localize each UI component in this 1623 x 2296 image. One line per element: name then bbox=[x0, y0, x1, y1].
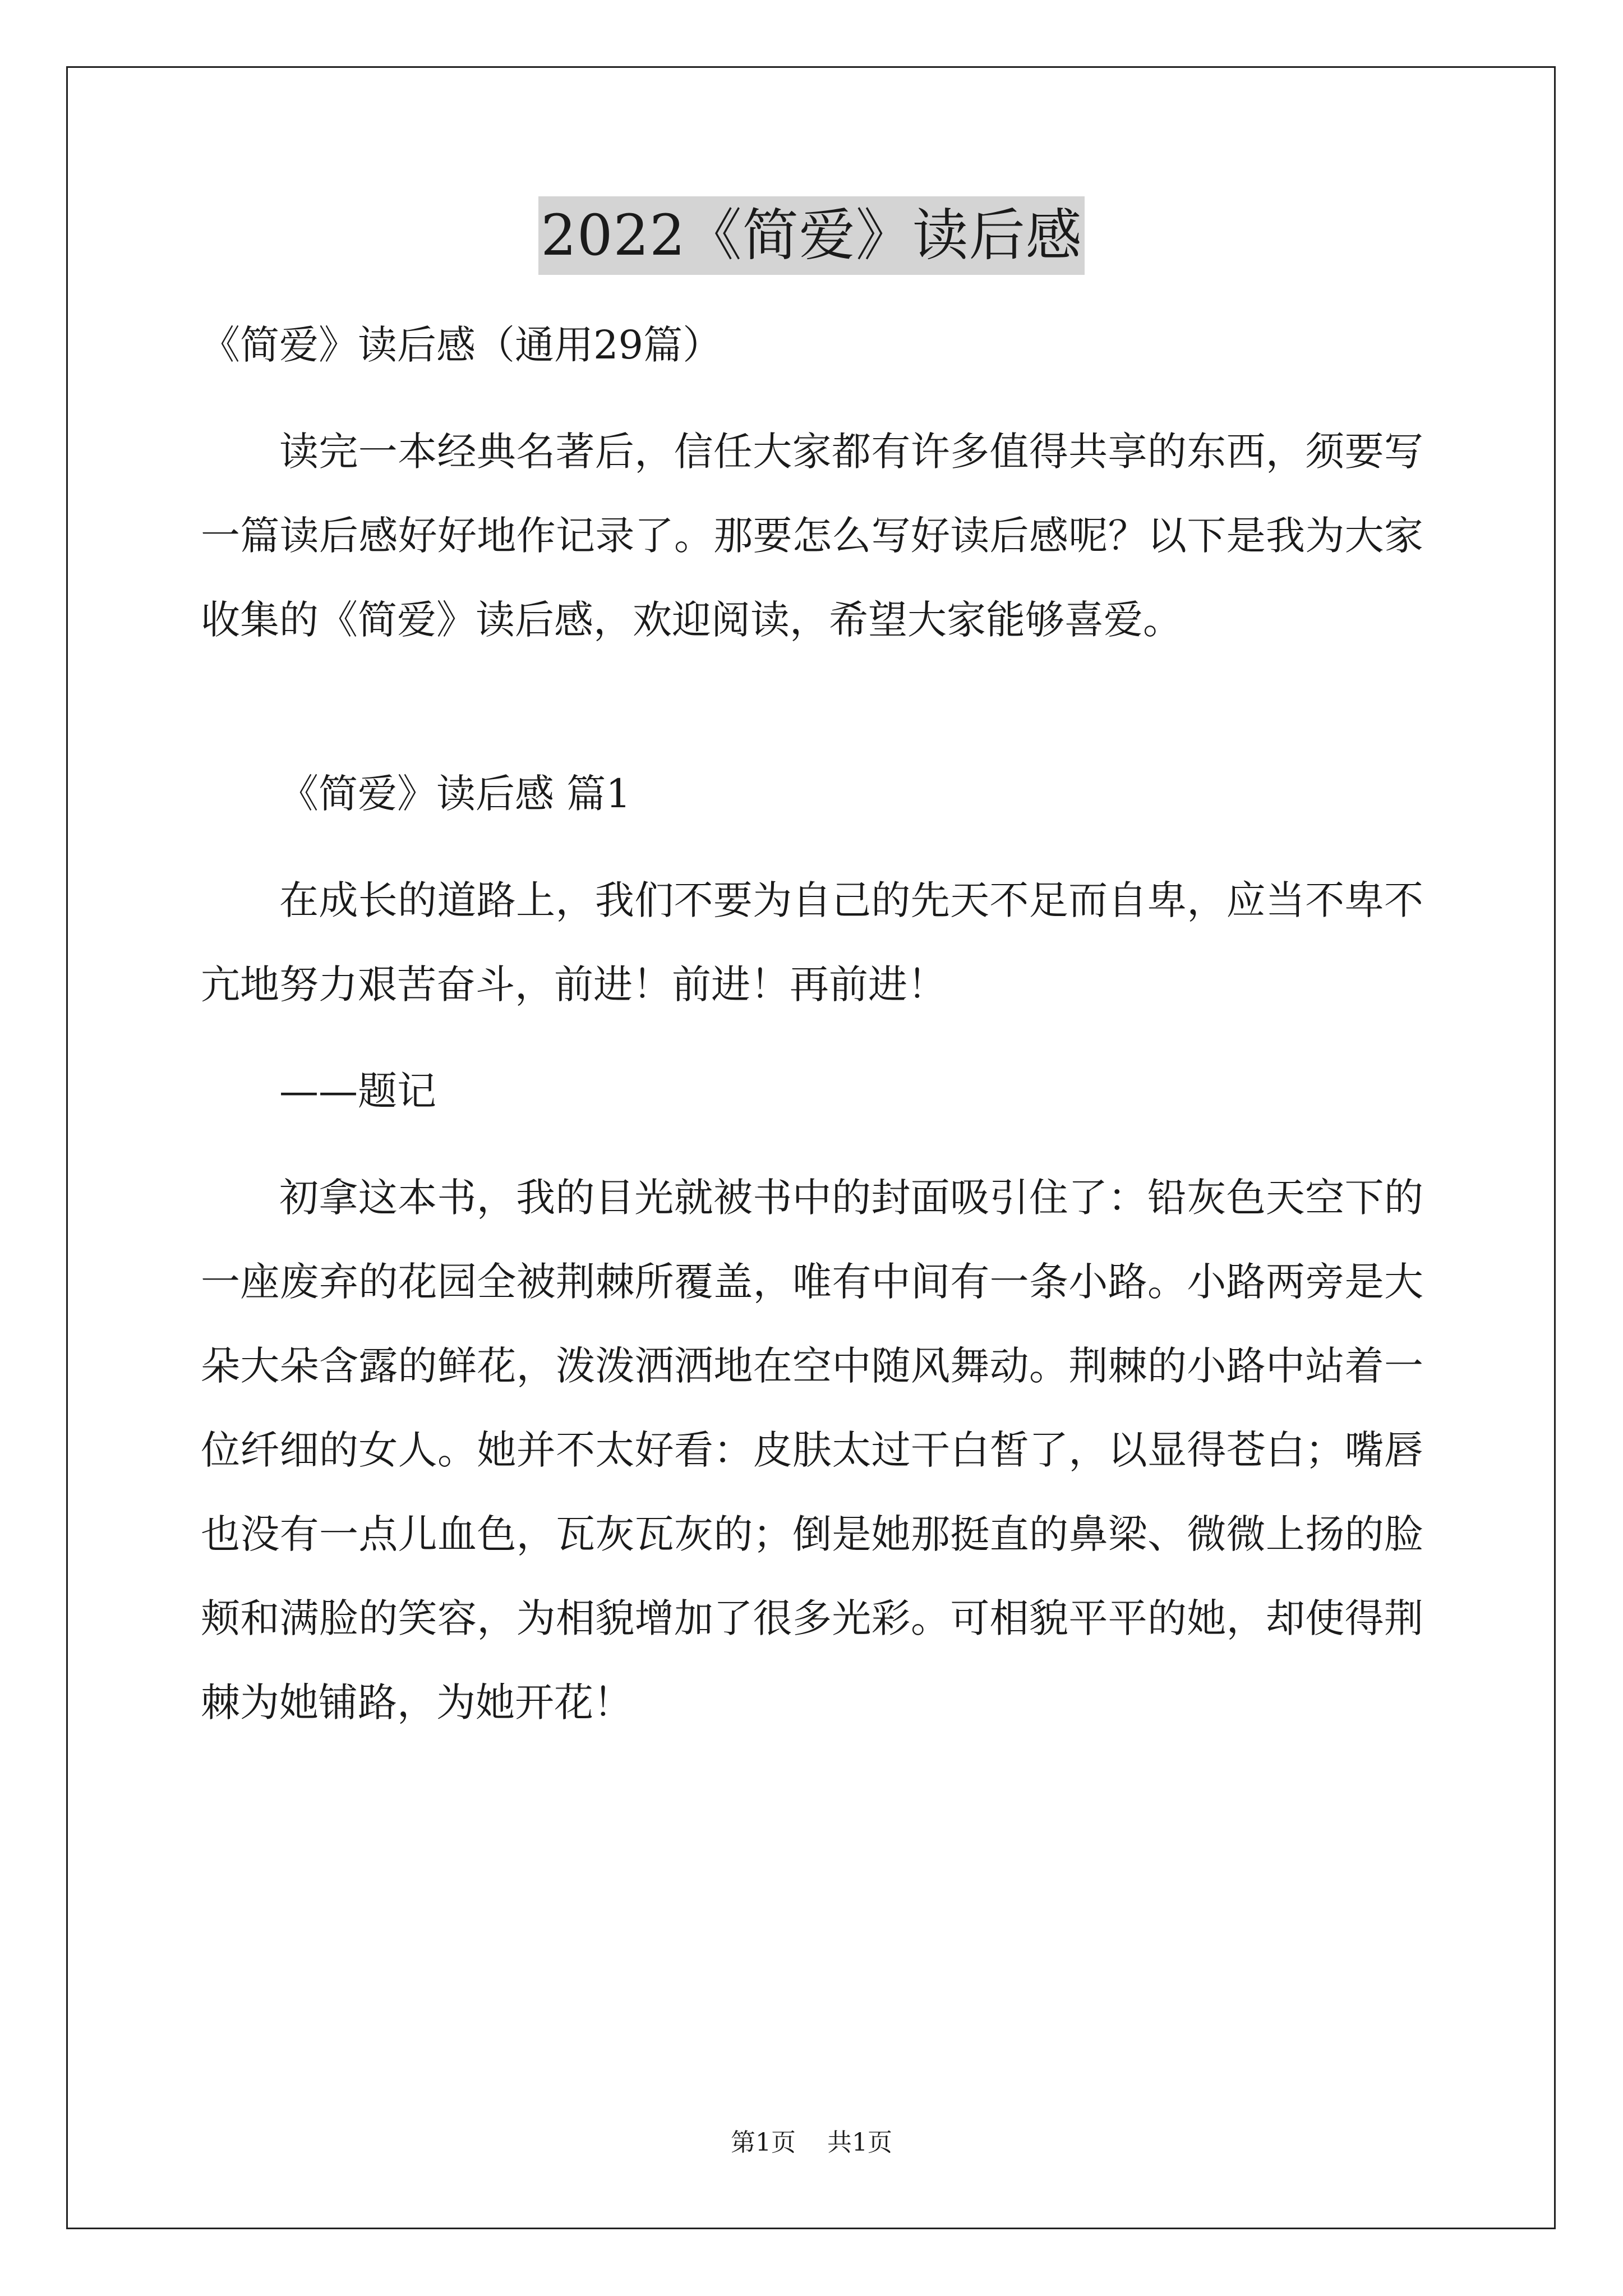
page-number-current: 第1页 bbox=[731, 2128, 796, 2157]
section-heading: 《简爱》读后感 篇1 bbox=[279, 771, 631, 817]
body-paragraph: 初拿这本书，我的目光就被书中的封面吸引住了：铅灰色天空下的一座废弃的花园全被荆棘所覆盖，唯有中间有一条小路。小路两旁是大朵大朵含露的鲜花，泼泼洒洒地在空中随风舞动。荆棘的小路中站着一位纤细的女人。她并不太好看：皮肤太过干白皙了，以显得苍白；嘴唇也没有一点儿血色，瓦灰瓦灰的；倒是她那挺直的鼻梁、微微上扬的脸颊和满脸的笑容，为相貌增加了很多光彩。可相貌平平的她，却使得荆棘为她铺路，为她开花！ bbox=[201, 1175, 1423, 1726]
spacer bbox=[201, 1027, 1423, 1049]
document-body bbox=[201, 303, 1423, 1745]
page-number-total: 共1页 bbox=[827, 2128, 892, 2157]
spacer bbox=[201, 662, 1423, 752]
epigraph-attribution: ——题记 bbox=[279, 1068, 436, 1114]
document-subtitle: 《简爱》读后感（通用29篇） bbox=[201, 322, 722, 368]
epigraph-paragraph: 在成长的道路上，我们不要为自己的先天不足而自卑，应当不卑不亢地努力艰苦奋斗，前进！前进！再前进！ bbox=[201, 877, 1423, 1007]
spacer bbox=[201, 1133, 1423, 1156]
spacer bbox=[201, 387, 1423, 409]
spacer bbox=[201, 836, 1423, 858]
document-title: 2022《简爱》读后感 bbox=[538, 196, 1085, 275]
page-footer bbox=[0, 2126, 1623, 2160]
intro-paragraph: 读完一本经典名著后，信任大家都有许多值得共享的东西，须要写一篇读后感好好地作记录了。那要怎么写好读后感呢？以下是我为大家收集的《简爱》读后感，欢迎阅读，希望大家能够喜爱。 bbox=[201, 429, 1423, 643]
title-container bbox=[0, 196, 1623, 275]
